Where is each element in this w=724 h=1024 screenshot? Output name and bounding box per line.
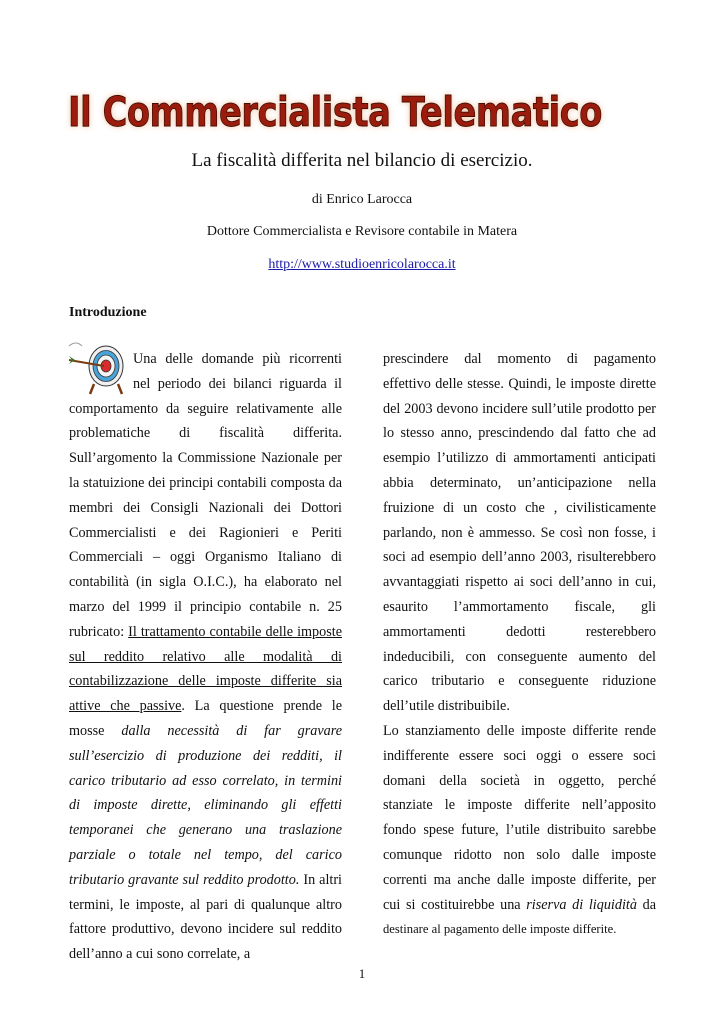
body-text: destinare al pagamento delle imposte differite. (383, 922, 617, 937)
article-author: di Enrico Larocca (311, 192, 413, 207)
paragraph-left (69, 347, 342, 967)
section-heading: Introduzione (69, 305, 147, 320)
body-text: . La questione prende le mosse (69, 698, 342, 739)
body-column-left (69, 347, 342, 967)
principle-title: Il trattamento contabile delle imposte sul reddito relativo alle modalità di contabilizzazione delle imposte differite sia attive che passive (69, 623, 342, 715)
emphasis-text: riserva di liquidità (526, 896, 637, 913)
paragraph-right-1: prescindere dal momento di pagamento effettivo delle stesse. Quindi, le imposte dirette del 2003 devono incidere sull’utile prodotto per lo stesso anno, prescindendo dal fatto che ad esempio l’utilizzo di ammortamenti anticipati abbia determinato, un’anticipazione nella fruizione di un costo che , civilisticamente parlando, non è ammesso. Se così non fosse, i soci ad esempio dell’anno 2003, risulterebbero avvantaggiati rispetto ai soci dell’anno in cui, esaurito l’ammortamento fiscale, gli ammortamenti dedotti resterebbero indeducibili, con conseguente aumento del carico tributario e conseguente riduzione dell’utile distribuibile. (383, 351, 656, 715)
body-text: da (636, 896, 657, 913)
icon-wrap-space (69, 347, 133, 395)
body-text: Lo stanziamento delle imposte differite rende indifferente essere soci oggi o essere soci domani della società in oggetto, perché stanziate le imposte differite nell’apposito fondo spese future, l’utile distribuito sarebbe comunque ridotto non solo dalle imposte correnti ma anche dalle imposte differite, per cui si costituirebbe una (383, 722, 656, 913)
site-logo (66, 86, 608, 140)
body-text: In altri termini, le imposte, al pari di qualunque altro fattore produttivo, devono incidere sul reddito dell’anno a cui sono correlate, a (69, 871, 342, 963)
paragraph-right-2 (383, 719, 656, 942)
logo-text: Il Commercialista Telematico (68, 88, 602, 136)
website-link[interactable]: http://www.studioenricolarocca.it (268, 257, 456, 272)
article-title: La fiscalità differita nel bilancio di esercizio. (191, 150, 533, 171)
author-role: Dottore Commercialista e Revisore contabile in Matera (206, 224, 518, 239)
quoted-text: dalla necessità di far gravare sull’esercizio di produzione dei redditi, il carico tributario ad esso correlato, in termini di imposte dirette, eliminando gli effetti temporanei che generano una traslazione parziale o totale nel tempo, del carico tributario gravante sul reddito prodotto. (69, 722, 342, 888)
body-text: Una delle domande più ricorrenti nel periodo dei bilanci riguarda il comportamento da seguire relativamente alle problematiche di fiscalità differita. Sull’argomento la Commissione Nazionale per la statuizione dei principi contabili composta da membri dei Consigli Nazionali dei Dottori Commercialisti e dei Ragionieri e Periti Commerciali – oggi Organismo Italiano di contabilità (in sigla O.I.C.), ha elaborato nel marzo del 1999 il principio contabile n. 25 rubricato: (69, 351, 342, 640)
site-logo-graphic (66, 86, 608, 140)
page-number: 1 (358, 966, 366, 981)
body-column-right (383, 347, 656, 942)
